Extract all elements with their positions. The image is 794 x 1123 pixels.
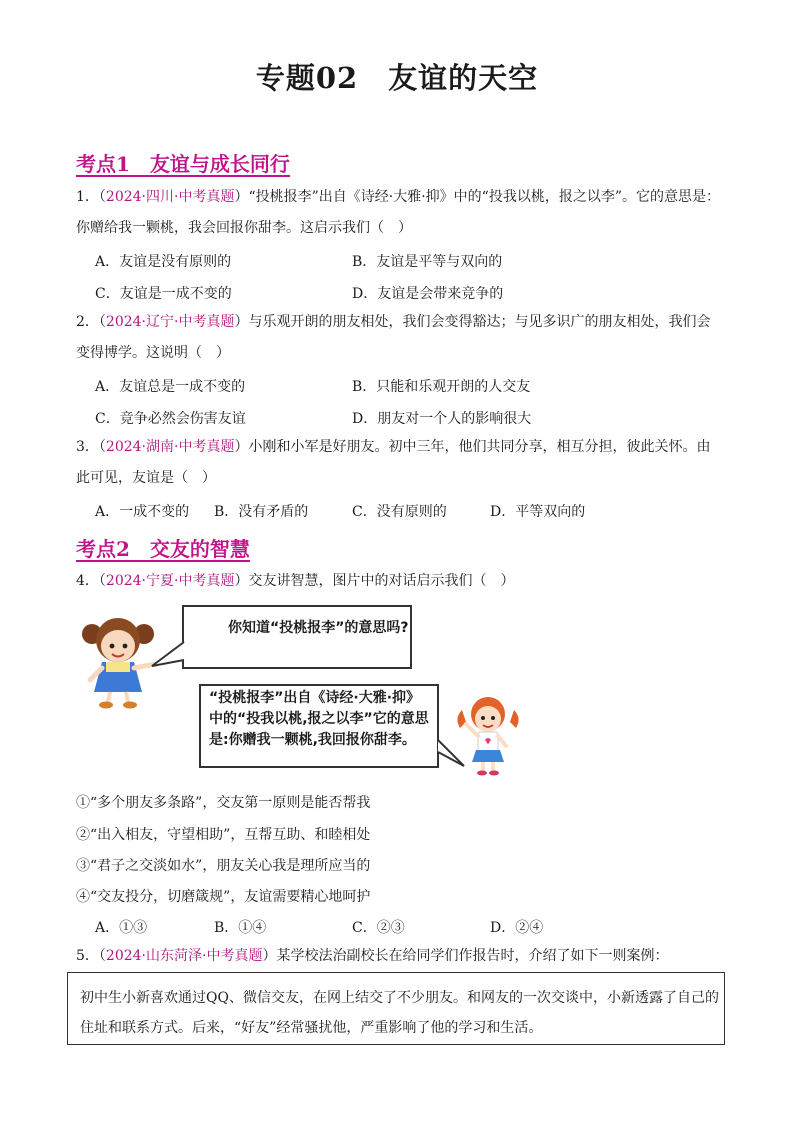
question-text: “投桃报李”出自《诗经·大雅·抑》中的“投我以桃，报之以李”。它的意思是：你赠给我一颗桃，我会回报你甜李。这启示我们（ ）: [76, 189, 720, 236]
option-b[interactable]: B．友谊是平等与双向的: [352, 254, 503, 270]
question-1: [76, 182, 724, 244]
question-source-close: ）: [234, 189, 249, 205]
question-source: 2024·宁夏·中考真题: [105, 573, 235, 589]
question-source-close: ）: [262, 948, 277, 964]
question-source: 2024·山东菏泽·中考真题: [105, 948, 263, 964]
question-5: [76, 941, 724, 972]
option-a[interactable]: A．友谊是没有原则的: [95, 254, 232, 270]
statement-1: ①“多个朋友多条路”，交友第一原则是能否帮我: [76, 795, 371, 811]
section-heading-2: 考点2 交友的智慧: [76, 537, 250, 561]
option-c[interactable]: C．②③: [352, 920, 405, 936]
question-text: 交友讲智慧，图片中的对话启示我们（ ）: [248, 573, 515, 589]
question-source-close: ）: [234, 314, 249, 330]
option-c[interactable]: C．没有原则的: [352, 504, 447, 520]
statement-4: ④“交友投分，切磨箴规”，友谊需要精心地呵护: [76, 889, 371, 905]
question-text: 某学校法治副校长在给同学们作报告时，介绍了如下一则案例：: [276, 948, 669, 964]
girl-illustration-right: [452, 694, 524, 776]
option-b[interactable]: B．只能和乐观开朗的人交友: [352, 379, 531, 395]
question-source-close: ）: [234, 573, 249, 589]
option-a[interactable]: A．友谊总是一成不变的: [95, 379, 246, 395]
option-c[interactable]: C．竞争必然会伤害友谊: [95, 411, 246, 427]
option-a[interactable]: A．一成不变的: [95, 504, 190, 520]
question-source: 2024·辽宁·中考真题: [105, 314, 235, 330]
option-d[interactable]: D．友谊是会带来竞争的: [352, 286, 504, 302]
statement-3: ③“君子之交淡如水”，朋友关心我是理所应当的: [76, 858, 371, 874]
question-text: 小刚和小军是好朋友。初中三年，他们共同分享，相互分担，彼此关怀。由此可见，友谊是（ ）: [76, 439, 711, 486]
speech-bubble-answer: “投桃报李”出自《诗经·大雅·抑》中的“投我以桃,报之以李”它的意思是:你赠我一颗桃,我回报你甜李。: [199, 684, 439, 768]
section-heading-1: 考点1 友谊与成长同行: [76, 152, 290, 176]
option-b[interactable]: B．①④: [214, 920, 267, 936]
option-d[interactable]: D．②④: [490, 920, 544, 936]
case-box: 初中生小新喜欢通过QQ、微信交友，在网上结交了不少朋友。和网友的一次交谈中，小新透露了自己的住址和联系方式。后来，“好友”经常骚扰他，严重影响了他的学习和生活。: [67, 972, 725, 1045]
question-number: 4．（: [76, 573, 106, 589]
statement-2: ②“出入相友，守望相助”，互帮互助、和睦相处: [76, 827, 371, 843]
question-source-close: ）: [234, 439, 249, 455]
option-d[interactable]: D．朋友对一个人的影响很大: [352, 411, 532, 427]
question-text: 与乐观开朗的朋友相处，我们会变得豁达；与见多识广的朋友相处，我们会变得博学。这说明（ ）: [76, 314, 711, 361]
speech-bubble-tail-left: [150, 640, 186, 670]
question-2: [76, 307, 724, 369]
option-c[interactable]: C．友谊是一成不变的: [95, 286, 232, 302]
speech-bubble-question: 你知道“投桃报李”的意思吗?: [182, 605, 412, 669]
question-number: 3．（: [76, 439, 106, 455]
option-b[interactable]: B．没有矛盾的: [214, 504, 309, 520]
question-source: 2024·四川·中考真题: [105, 189, 235, 205]
page-title: 专题02 友谊的天空: [255, 61, 539, 95]
question-source: 2024·湖南·中考真题: [105, 439, 235, 455]
question-number: 1．（: [76, 189, 106, 205]
question-4: [76, 566, 724, 597]
question-number: 5．（: [76, 948, 106, 964]
option-d[interactable]: D．平等双向的: [490, 504, 586, 520]
question-3: [76, 432, 724, 494]
question-number: 2．（: [76, 314, 106, 330]
option-a[interactable]: A．①③: [95, 920, 148, 936]
